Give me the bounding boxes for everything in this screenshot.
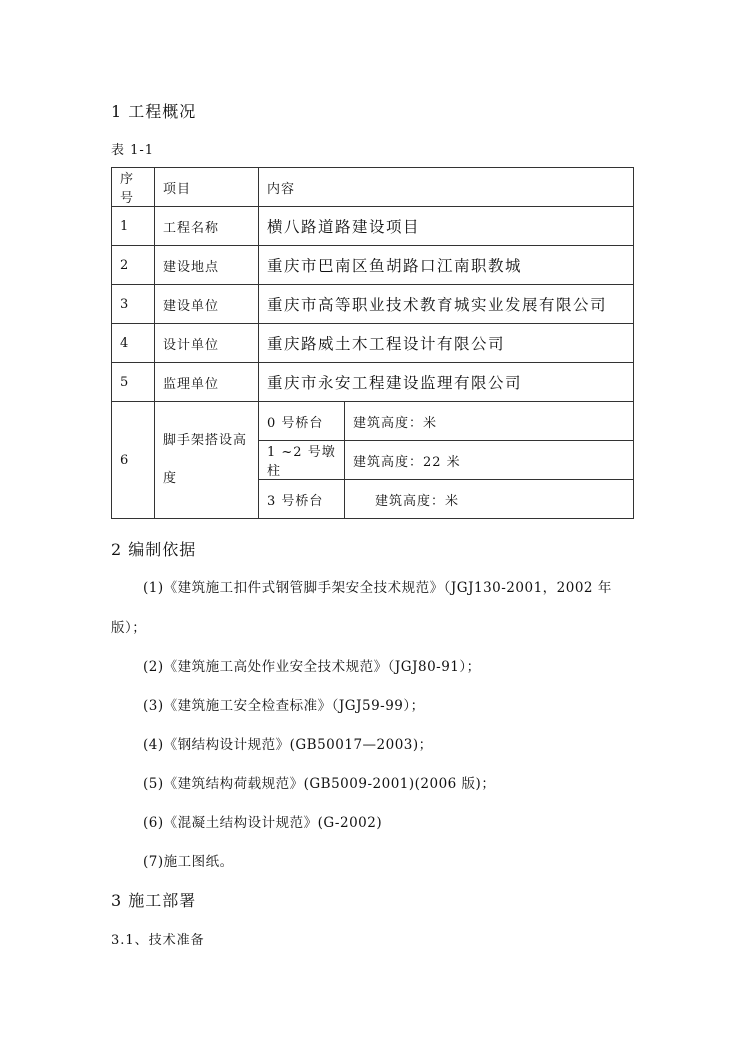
reference-item: (4)《钢结构设计规范》(GB50017—2003)； (143, 737, 433, 753)
row-item: 工程名称 (155, 207, 259, 246)
reference-item: (1)《建筑施工扣件式钢管脚手架安全技术规范》（JGJ130-2001，2002 年 (143, 580, 612, 596)
header-no: 序号 (112, 168, 155, 207)
row-no: 2 (112, 246, 155, 285)
project-overview-table (111, 167, 634, 519)
header-content: 内容 (259, 168, 634, 207)
row-item: 监理单位 (155, 363, 259, 402)
table-row (112, 363, 634, 402)
table-row (112, 207, 634, 246)
table-row (112, 246, 634, 285)
scaffold-height-value: 建筑高度：米 (345, 402, 634, 441)
row-item: 设计单位 (155, 324, 259, 363)
row-no: 1 (112, 207, 155, 246)
row-content: 重庆市高等职业技术教育城实业发展有限公司 (259, 285, 634, 324)
header-item: 项目 (155, 168, 259, 207)
reference-item: (7)施工图纸。 (143, 854, 234, 870)
row-content: 横八路道路建设项目 (259, 207, 634, 246)
table-caption: 表 1-1 (111, 143, 155, 158)
reference-item: (5)《建筑结构荷载规范》(GB5009-2001)(2006 版)； (143, 776, 496, 792)
scaffold-part: 3 号桥台 (259, 480, 345, 519)
reference-item: (2)《建筑施工高处作业安全技术规范》（JGJ80-91）； (143, 659, 481, 675)
row-content: 重庆路威土木工程设计有限公司 (259, 324, 634, 363)
scaffold-part: 0 号桥台 (259, 402, 345, 441)
subsection-3-1-title: 3.1、技术准备 (111, 933, 205, 948)
row-no: 4 (112, 324, 155, 363)
section-3-title: 3 施工部署 (111, 891, 197, 910)
scaffold-height-value: 建筑高度：22 米 (345, 441, 634, 480)
scaffold-part: 1 ~2 号墩柱 (259, 441, 345, 480)
row-item: 建设单位 (155, 285, 259, 324)
table-row (112, 285, 634, 324)
row-content: 重庆市永安工程建设监理有限公司 (259, 363, 634, 402)
reference-item: (3)《建筑施工安全检查标准》（JGJ59-99）； (143, 698, 425, 714)
row-item: 建设地点 (155, 246, 259, 285)
table-row-scaffold (112, 402, 634, 441)
reference-item-continued: 版）； (111, 620, 147, 636)
section-2-title: 2 编制依据 (111, 540, 197, 559)
row-content: 重庆市巴南区鱼胡路口江南职教城 (259, 246, 634, 285)
scaffold-height-item: 脚手架搭设高度 (155, 402, 259, 519)
row-no: 3 (112, 285, 155, 324)
scaffold-height-value: 建筑高度：米 (345, 480, 634, 519)
row-no: 6 (112, 402, 155, 519)
section-1-title: 1 工程概况 (111, 102, 197, 121)
table-row (112, 324, 634, 363)
table-header-row (112, 168, 634, 207)
reference-item: (6)《混凝土结构设计规范》(G-2002) (143, 815, 383, 831)
row-no: 5 (112, 363, 155, 402)
